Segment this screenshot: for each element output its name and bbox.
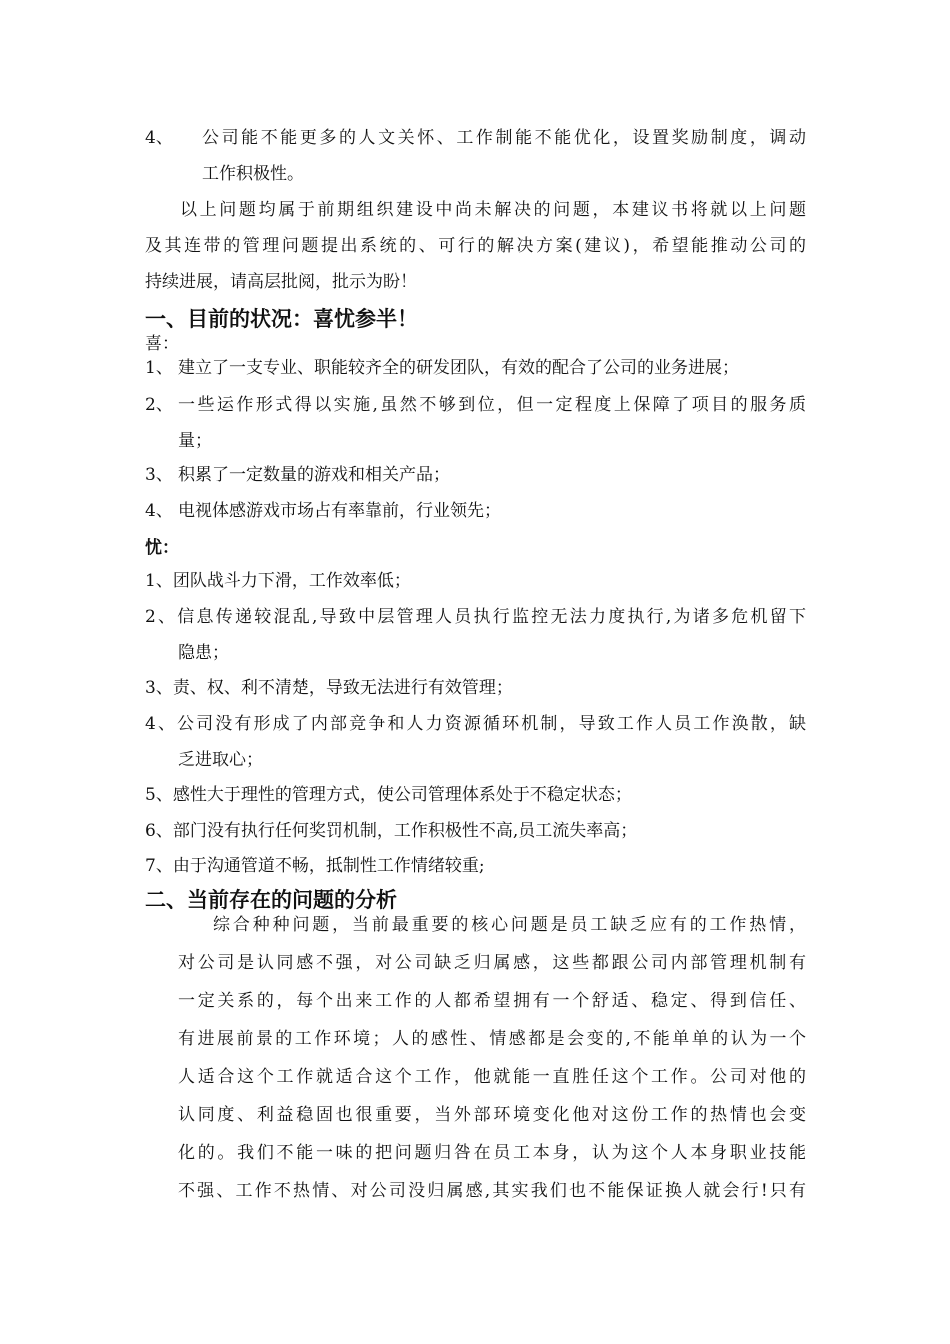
intro-paragraph-line-2: 及其连带的管理问题提出系统的、可行的解决方案(建议)，希望能推动公司的 <box>145 236 806 256</box>
worry-item-6: 6、部门没有执行任何奖罚机制，工作积极性不高,员工流失率高； <box>145 821 638 841</box>
intro-paragraph-line-3: 持续进展，请高层批阅，批示为盼！ <box>145 272 417 292</box>
section-2-line-3: 一定关系的，每个出来工作的人都希望拥有一个舒适、稳定、得到信任、 <box>178 991 806 1011</box>
section-2-title: 二、当前存在的问题的分析 <box>145 887 397 912</box>
worry-item-4-line-2: 乏进取心； <box>178 750 263 770</box>
joy-item-3-line-1: 积累了一定数量的游戏和相关产品； <box>178 465 450 485</box>
section-2-line-4: 有进展前景的工作环境；人的感性、情感都是会变的,不能单单的认为一个 <box>178 1029 806 1049</box>
intro-item-4-line-2: 工作积极性。 <box>202 164 304 184</box>
section-2-line-5: 人适合这个工作就适合这个工作，他就能一直胜任这个工作。公司对他的 <box>178 1067 806 1087</box>
section-1-title: 一、目前的状况：喜忧参半！ <box>145 306 418 331</box>
joy-item-4-line-1: 电视体感游戏市场占有率靠前，行业领先； <box>178 501 501 521</box>
worry-item-4-line-1: 4、公司没有形成了内部竞争和人力资源循环机制，导致工作人员工作涣散，缺 <box>145 714 806 734</box>
worry-label: 忧： <box>145 538 179 558</box>
intro-item-4-number: 4、 <box>145 128 173 148</box>
worry-item-2-line-2: 隐患； <box>178 643 229 663</box>
worry-item-2-line-1: 2、信息传递较混乱,导致中层管理人员执行监控无法力度执行,为诸多危机留下 <box>145 607 806 627</box>
joy-item-2-number: 2、 <box>145 395 173 415</box>
joy-item-3-number: 3、 <box>145 465 173 485</box>
intro-item-4-line-1: 公司能不能更多的人文关怀、工作制能不能优化，设置奖励制度，调动 <box>202 128 806 148</box>
section-2-line-7: 化的。我们不能一味的把问题归咎在员工本身，认为这个人本身职业技能 <box>178 1143 806 1163</box>
joy-item-1-line-1: 建立了一支专业、职能较齐全的研发团队，有效的配合了公司的业务进展； <box>178 358 739 378</box>
section-2-line-6: 认同度、利益稳固也很重要，当外部环境变化他对这份工作的热情也会变 <box>178 1105 806 1125</box>
joy-item-1-number: 1、 <box>145 358 173 378</box>
worry-item-1: 1、团队战斗力下滑，工作效率低； <box>145 571 411 591</box>
worry-item-3: 3、责、权、利不清楚，导致无法进行有效管理； <box>145 678 513 698</box>
joy-item-4-number: 4、 <box>145 501 173 521</box>
joy-item-2-line-1: 一些运作形式得以实施,虽然不够到位，但一定程度上保障了项目的服务质 <box>178 395 806 415</box>
worry-item-5: 5、感性大于理性的管理方式，使公司管理体系处于不稳定状态； <box>145 785 632 805</box>
section-2-line-8: 不强、工作不热情、对公司没归属感,其实我们也不能保证换人就会行!只有 <box>178 1181 806 1201</box>
intro-paragraph-line-1: 以上问题均属于前期组织建设中尚未解决的问题，本建议书将就以上问题 <box>180 200 806 220</box>
worry-item-7: 7、由于沟通管道不畅，抵制性工作情绪较重; <box>145 856 485 876</box>
joy-label: 喜： <box>145 334 179 354</box>
section-2-line-1: 综合种种问题，当前最重要的核心问题是员工缺乏应有的工作热情， <box>213 915 806 935</box>
joy-item-2-line-2: 量； <box>178 431 212 451</box>
section-2-line-2: 对公司是认同感不强，对公司缺乏归属感，这些都跟公司内部管理机制有 <box>178 953 806 973</box>
